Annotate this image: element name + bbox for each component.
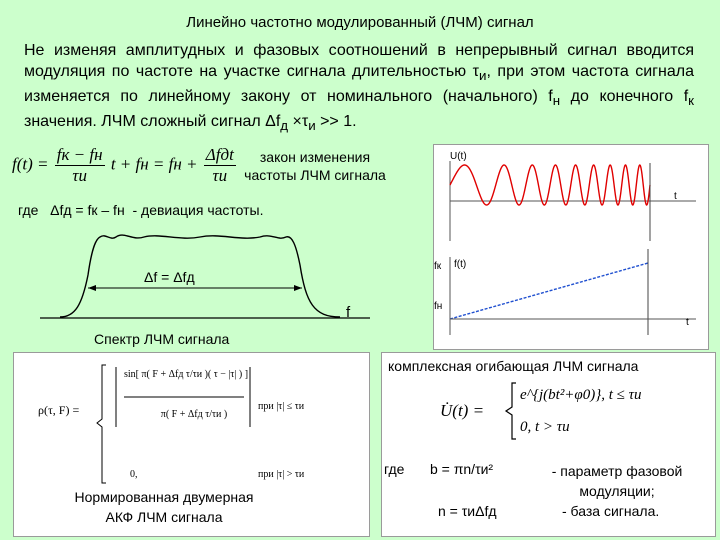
u-axis-label: U(t): [450, 151, 467, 162]
para-part: >> 1.: [315, 113, 357, 131]
page-title: Линейно частотно модулированный (ЛЧМ) сигнал: [186, 14, 534, 31]
para-part: значения. ЛЧМ сложный сигнал Δf: [24, 113, 281, 131]
para-sub: к: [688, 93, 695, 109]
acf-panel: [13, 352, 370, 537]
b-expression: b = πn/τи²: [430, 461, 494, 477]
para-part: ×τ: [288, 113, 309, 131]
signal-plot: [434, 145, 708, 349]
arrowhead-right: [294, 285, 302, 291]
formula-fraction-1: [55, 145, 105, 186]
para-part: до конечного f: [560, 88, 689, 106]
fraction-denominator: τи: [212, 166, 228, 185]
acf-caption: [44, 487, 284, 527]
acf-caption-line: АКФ ЛЧМ сигнала: [105, 509, 223, 525]
deviation-line: [18, 202, 264, 218]
acf-numerator: sin[ π( F + Δfд τ/τи )( τ − |τ| ) ]: [124, 369, 249, 380]
para-sub: и: [479, 68, 487, 84]
t2-axis-label: t: [686, 317, 689, 328]
para-sub: н: [552, 93, 561, 109]
where-label: где: [18, 202, 39, 218]
frequency-ramp: [450, 263, 648, 319]
para-part: Не изменяя амплитудных и фазовых соотношений в непрерывный сигнал вводится модуляция по частоте на участке сигнала длительностью τ: [24, 42, 694, 80]
n-description: - база сигнала.: [562, 503, 660, 519]
acf-lhs: ρ(τ, F) =: [38, 403, 80, 417]
envelope-case-1: e^{j(bt²+φ0)}, t ≤ τи: [520, 387, 642, 403]
fraction-numerator: Δfдt: [205, 145, 234, 164]
envelope-brace: [502, 381, 522, 441]
envelope-lhs: U̇(t) =: [440, 401, 485, 420]
envelope-title: комплексная огибающая ЛЧМ сигнала: [388, 358, 639, 374]
para-part: , при этом частота сигнала изменяется по линейному закону от номинального (начального) f: [24, 63, 694, 106]
frequency-law-formula: [12, 145, 252, 185]
fraction-denominator: τи: [72, 166, 87, 185]
para-sub: д: [280, 118, 289, 134]
formula-lhs: f(t) =: [12, 154, 49, 174]
arrowhead-left: [88, 285, 96, 291]
df-label: Δf = Δfд: [144, 269, 195, 285]
law-caption: закон изменения частоты ЛЧМ сигнала: [244, 149, 386, 183]
envelope-panel: [381, 352, 716, 537]
deviation-desc: - девиация частоты.: [132, 202, 264, 218]
acf-zero: 0,: [130, 469, 138, 480]
intro-paragraph: [24, 40, 694, 137]
acf-caption-line: Нормированная двумерная: [74, 489, 254, 505]
b-description: - параметр фазовой модуляции;: [551, 463, 683, 499]
envelope-case-2: 0, t > τи: [520, 419, 570, 435]
n-expression: n = τиΔfд: [438, 503, 497, 519]
spectrum-caption: Спектр ЛЧМ сигнала: [94, 331, 230, 347]
acf-denominator: π( F + Δfд τ/τи ): [160, 409, 228, 420]
deviation-expr: Δfд = fк – fн: [50, 202, 125, 218]
fraction-numerator: fк − fн: [56, 145, 103, 164]
where-label: где: [384, 461, 405, 477]
para-sub: и: [308, 118, 316, 134]
axis-f-label: f: [346, 304, 351, 321]
t-axis-label: t: [674, 191, 677, 202]
f-axis-label: f(t): [454, 259, 467, 270]
chirp-waveform: [450, 165, 650, 205]
acf-condition-1: при |τ| ≤ τи: [258, 401, 305, 412]
fn-label: fн: [434, 301, 443, 312]
spectrum-curve: [60, 235, 340, 317]
fk-label: fк: [434, 261, 442, 272]
acf-condition-2: при |τ| > τи: [258, 469, 305, 480]
formula-fraction-2: [204, 145, 236, 186]
formula-mid: t + fн = fн +: [110, 154, 198, 174]
signal-panel: [433, 144, 709, 350]
